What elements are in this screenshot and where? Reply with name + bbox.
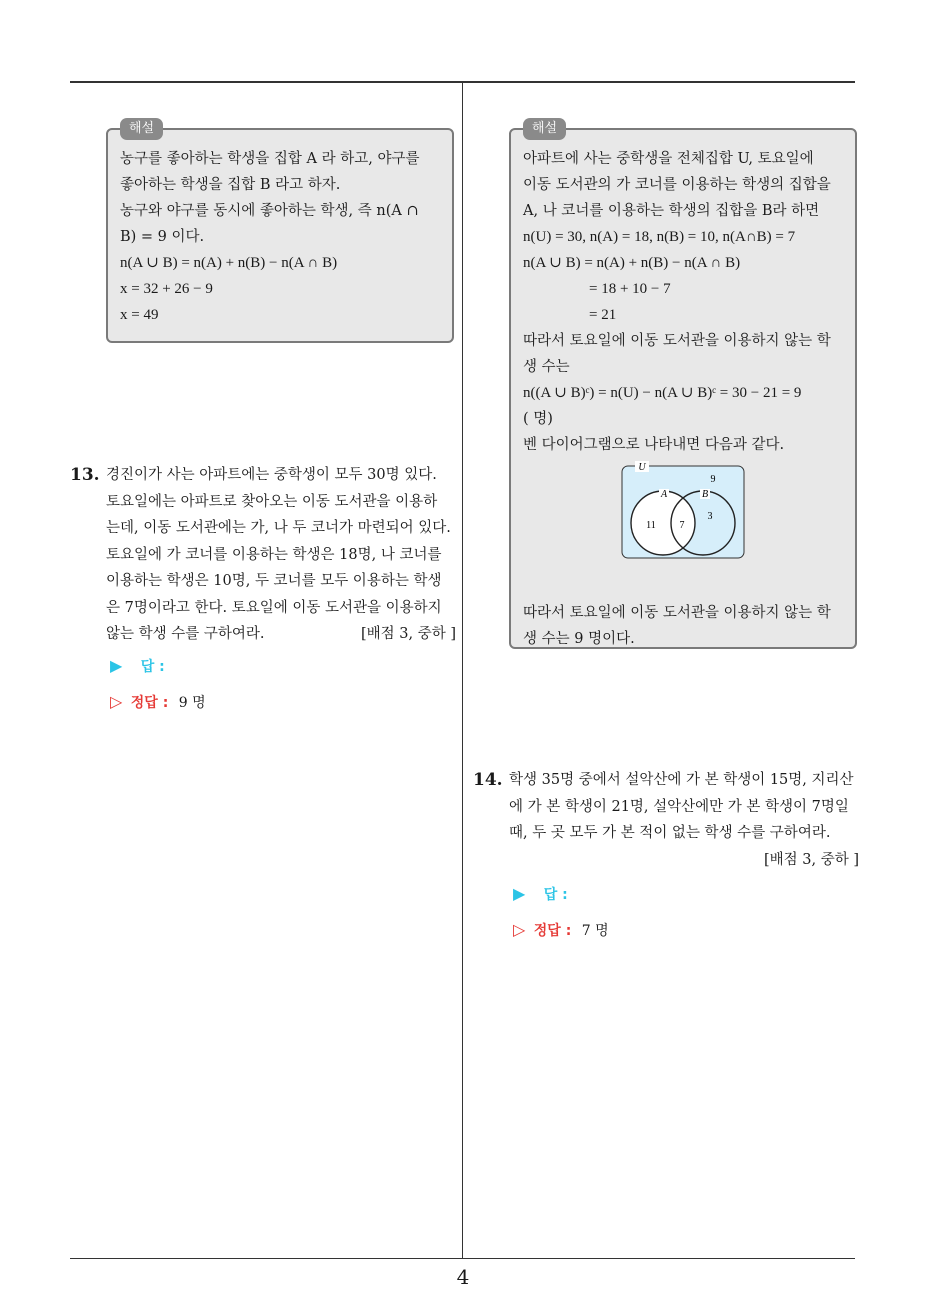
- solution-line: 따라서 토요일에 이동 도서관을 이용하지 않는 학: [523, 333, 831, 349]
- score-label: [배점 3, 중하 ]: [763, 851, 859, 868]
- venn-set-a-label: A: [660, 489, 668, 500]
- question-line: 때, 두 곳 모두 가 본 적이 없는 학생 수를 구하여라.: [509, 825, 831, 841]
- question-line: 토요일에 가 코너를 이용하는 학생은 18명, 나 코너를: [106, 546, 442, 563]
- answer-key-row: [110, 692, 206, 712]
- question-14: [473, 767, 859, 873]
- solution-line: 아파트에 사는 중학생을 전체집합 U, 토요일에: [523, 151, 814, 167]
- answer-label: 답 :: [140, 659, 165, 675]
- question-line: 는데, 이동 도서관에는 가, 나 두 코너가 마련되어 있다.: [106, 520, 451, 536]
- play-arrow-icon: ▶: [513, 884, 526, 903]
- solution-formula: n(U) = 30, n(A) = 18, n(B) = 10, n(A∩B) = 7: [523, 229, 796, 245]
- solution-line: B) = 9 이다.: [120, 229, 205, 245]
- solution-line: 생 수는: [523, 359, 570, 375]
- solution-formula: x = 49: [120, 307, 159, 323]
- answer-key-row: [513, 920, 609, 940]
- question-number: 13.: [70, 465, 100, 485]
- answer-key-value: 9 명: [178, 695, 206, 711]
- solution-tag: 해설: [120, 118, 163, 140]
- question-line: 경진이가 사는 아파트에는 중학생이 모두 30명 있다.: [106, 467, 437, 483]
- answer-row: [513, 884, 568, 904]
- venn-circle-a: [631, 491, 695, 555]
- solution-line: 따라서 토요일에 이동 도서관을 이용하지 않는 학: [523, 605, 831, 621]
- solution-line: A, 나 코너를 이용하는 학생의 집합을 B라 하면: [523, 203, 820, 219]
- solution-box-right: [509, 121, 857, 649]
- solution-line: 좋아하는 학생을 집합 B 라고 하자.: [120, 177, 341, 193]
- outline-arrow-icon: ▷: [110, 692, 123, 711]
- page-number: 4: [456, 1265, 470, 1289]
- venn-set-b-label: B: [701, 489, 709, 500]
- question-line: 않는 학생 수를 구하여라.: [106, 626, 265, 642]
- question-line: 에 가 본 학생이 21명, 설악산에만 가 본 학생이 7명일: [509, 798, 849, 815]
- question-line: 이용하는 학생은 10명, 두 코너를 모두 이용하는 학생: [106, 573, 442, 589]
- venn-diagram: [621, 461, 747, 561]
- venn-intersection-value: 7: [679, 520, 685, 531]
- question-number: 14.: [473, 770, 503, 790]
- venn-universe-label: U: [638, 462, 646, 473]
- solution-tag: 해설: [523, 118, 566, 140]
- solution-line: ( 명): [523, 411, 553, 427]
- venn-outside-value: 9: [710, 474, 716, 485]
- answer-key-value: 7 명: [581, 923, 609, 939]
- solution-line: 농구를 좋아하는 학생을 집합 A 라 하고, 야구를: [120, 151, 420, 167]
- solution-formula: = 21: [589, 307, 617, 323]
- venn-a-only-value: 11: [646, 520, 656, 531]
- question-line: 토요일에는 아파트로 찾아오는 이동 도서관을 이용하: [106, 493, 438, 510]
- question-line: 은 7명이라고 한다. 토요일에 이동 도서관을 이용하지: [106, 599, 442, 616]
- solution-formula: n((A ∪ B)ᶜ) = n(U) − n(A ∪ B)ᶜ = 30 − 21 = 9: [523, 385, 802, 401]
- solution-formula: x = 32 + 26 − 9: [120, 281, 213, 297]
- solution-formula: = 18 + 10 − 7: [589, 281, 671, 297]
- answer-row: [110, 656, 165, 676]
- answer-label: 답 :: [543, 887, 568, 903]
- solution-line: 이동 도서관의 가 코너를 이용하는 학생의 집합을: [523, 177, 831, 193]
- answer-key-label: 정답 :: [533, 923, 572, 939]
- outline-arrow-icon: ▷: [513, 920, 526, 939]
- score-label: [배점 3, 중하 ]: [360, 626, 456, 642]
- solution-line: 생 수는 9 명이다.: [523, 631, 635, 647]
- question-line: 학생 35명 중에서 설악산에 가 본 학생이 15명, 지리산: [509, 772, 854, 788]
- question-13: [70, 462, 456, 648]
- solution-line: 농구와 야구를 동시에 좋아하는 학생, 즉 n(A ∩: [120, 203, 419, 219]
- answer-key-label: 정답 :: [130, 695, 169, 711]
- solution-line: 벤 다이어그램으로 나타내면 다음과 같다.: [523, 437, 785, 453]
- solution-box-left: [106, 121, 454, 343]
- footer-rule: [70, 1258, 855, 1259]
- column-divider: [462, 83, 463, 1258]
- solution-formula: n(A ∪ B) = n(A) + n(B) − n(A ∩ B): [523, 255, 741, 271]
- solution-formula: n(A ∪ B) = n(A) + n(B) − n(A ∩ B): [120, 255, 338, 271]
- venn-b-only-value: 3: [707, 511, 713, 522]
- play-arrow-icon: ▶: [110, 656, 123, 675]
